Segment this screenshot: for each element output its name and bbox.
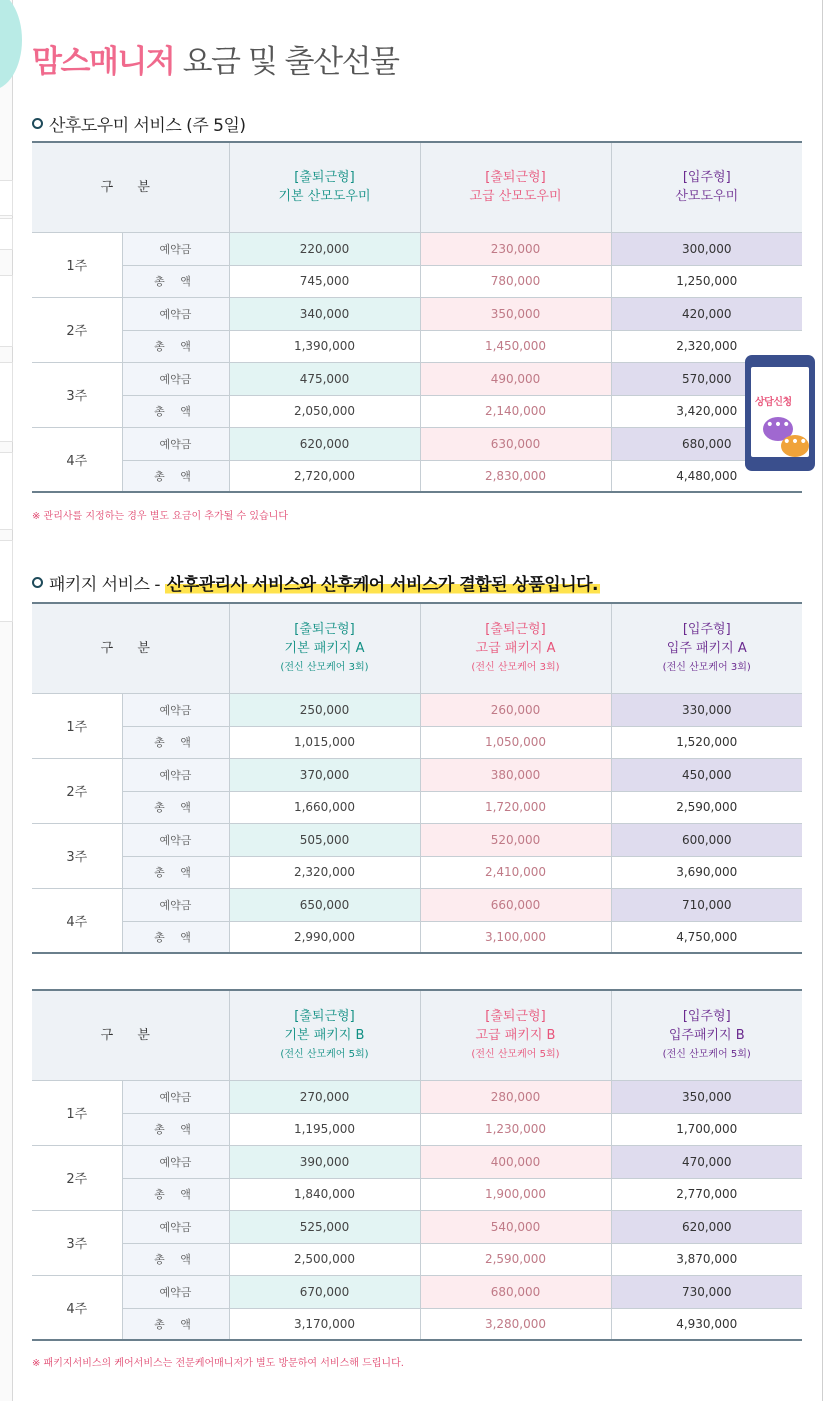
- header-type: [입주형]: [682, 621, 731, 637]
- price-cell: 450,000: [611, 758, 802, 791]
- header-category: 구 분: [32, 990, 229, 1080]
- price-cell: 260,000: [420, 693, 611, 726]
- tablet-screen: [751, 367, 809, 457]
- header-category: 구 분: [32, 603, 229, 693]
- header-name: 고급 패키지 B: [475, 1027, 556, 1043]
- header-name: 산모도우미: [675, 189, 739, 205]
- header-sub: (전신 산모케어 5회): [471, 1048, 560, 1060]
- price-cell: 3,280,000: [420, 1308, 611, 1340]
- column-header: [611, 142, 802, 232]
- price-cell: 1,195,000: [229, 1113, 420, 1145]
- column-header: [229, 603, 420, 693]
- table-row-deposit: [32, 362, 802, 395]
- column-header: [420, 990, 611, 1080]
- price-cell: 250,000: [229, 693, 420, 726]
- note-helper-designation: ※ 관리사를 지정하는 경우 별도 요금이 추가될 수 있습니다: [32, 511, 288, 522]
- row-kind-total: 총 액: [122, 921, 229, 953]
- row-kind-total: 총 액: [122, 330, 229, 362]
- price-cell: 620,000: [611, 1210, 802, 1243]
- price-cell: 3,170,000: [229, 1308, 420, 1340]
- price-cell: 280,000: [420, 1080, 611, 1113]
- sidebar-tab[interactable]: [0, 275, 13, 347]
- chat-bubble-icon: •••: [781, 435, 809, 457]
- price-cell: 2,410,000: [420, 856, 611, 888]
- price-cell: 1,660,000: [229, 791, 420, 823]
- table-row-total: [32, 330, 802, 362]
- header-type: [출퇴근형]: [294, 170, 355, 186]
- price-cell: 270,000: [229, 1080, 420, 1113]
- price-cell: 1,700,000: [611, 1113, 802, 1145]
- tablet-top-bar: [751, 361, 797, 364]
- price-cell: 2,320,000: [229, 856, 420, 888]
- table-row-total: [32, 856, 802, 888]
- price-cell: 470,000: [611, 1145, 802, 1178]
- week-label: 2주: [32, 297, 122, 362]
- week-label: 1주: [32, 1080, 122, 1145]
- sidebar-tab[interactable]: [0, 180, 13, 216]
- page-title: [32, 36, 398, 81]
- row-kind-deposit: 예약금: [122, 693, 229, 726]
- price-cell: 3,100,000: [420, 921, 611, 953]
- row-kind-total: 총 액: [122, 791, 229, 823]
- header-category: 구 분: [32, 142, 229, 232]
- row-kind-total: 총 액: [122, 1243, 229, 1275]
- sidebar-tab[interactable]: [0, 452, 13, 530]
- price-cell: 3,690,000: [611, 856, 802, 888]
- bullet-circle-icon: [32, 118, 43, 129]
- price-cell: 4,480,000: [611, 460, 802, 492]
- table-row-deposit: [32, 427, 802, 460]
- page-title-rest: 요금 및 출산선물: [182, 44, 399, 80]
- price-cell: 230,000: [420, 232, 611, 265]
- package-highlight-text: 산후관리사 서비스와 산후케어 서비스가 결합된 상품입니다.: [166, 575, 598, 595]
- price-cell: 1,840,000: [229, 1178, 420, 1210]
- table-row-deposit: [32, 823, 802, 856]
- price-cell: 540,000: [420, 1210, 611, 1243]
- week-label: 3주: [32, 362, 122, 427]
- price-cell: 3,420,000: [611, 395, 802, 427]
- row-kind-total: 총 액: [122, 1308, 229, 1340]
- header-type: [출퇴근형]: [294, 1008, 355, 1024]
- column-header: [420, 603, 611, 693]
- row-kind-deposit: 예약금: [122, 1080, 229, 1113]
- table-row-total: [32, 395, 802, 427]
- header-name: 기본 산모도우미: [278, 189, 371, 205]
- table-row-total: [32, 726, 802, 758]
- price-cell: 350,000: [611, 1080, 802, 1113]
- price-cell: 340,000: [229, 297, 420, 330]
- price-table-package-a: [32, 602, 802, 954]
- price-cell: 4,750,000: [611, 921, 802, 953]
- week-label: 1주: [32, 693, 122, 758]
- header-name: 기본 패키지 A: [284, 640, 365, 656]
- row-kind-total: 총 액: [122, 726, 229, 758]
- price-cell: 2,720,000: [229, 460, 420, 492]
- table-row-deposit: [32, 297, 802, 330]
- price-cell: 2,830,000: [420, 460, 611, 492]
- table-row-total: [32, 1308, 802, 1340]
- week-label: 4주: [32, 888, 122, 953]
- header-name: 기본 패키지 B: [284, 1027, 365, 1043]
- header-sub: (전신 산모케어 3회): [662, 661, 751, 673]
- price-cell: 400,000: [420, 1145, 611, 1178]
- column-header: [420, 142, 611, 232]
- price-cell: 1,390,000: [229, 330, 420, 362]
- price-cell: 1,250,000: [611, 265, 802, 297]
- header-sub: (전신 산모케어 3회): [280, 661, 369, 673]
- week-label: 4주: [32, 427, 122, 492]
- header-type: [출퇴근형]: [485, 170, 546, 186]
- price-cell: 520,000: [420, 823, 611, 856]
- row-kind-deposit: 예약금: [122, 1275, 229, 1308]
- table-row-deposit: [32, 1145, 802, 1178]
- price-cell: 1,720,000: [420, 791, 611, 823]
- header-name: 고급 패키지 A: [475, 640, 556, 656]
- row-kind-deposit: 예약금: [122, 1145, 229, 1178]
- header-type: [출퇴근형]: [485, 1008, 546, 1024]
- table-row-deposit: [32, 1275, 802, 1308]
- price-cell: 490,000: [420, 362, 611, 395]
- row-kind-total: 총 액: [122, 1113, 229, 1145]
- header-sub: (전신 산모케어 5회): [662, 1048, 751, 1060]
- row-kind-deposit: 예약금: [122, 888, 229, 921]
- table-row-deposit: [32, 1080, 802, 1113]
- price-cell: 1,230,000: [420, 1113, 611, 1145]
- row-kind-deposit: 예약금: [122, 823, 229, 856]
- row-kind-deposit: 예약금: [122, 297, 229, 330]
- table-row-total: [32, 1113, 802, 1145]
- week-label: 1주: [32, 232, 122, 297]
- consult-label: 상담신청: [755, 397, 792, 408]
- header-type: [입주형]: [682, 170, 731, 186]
- section-heading-package: 패키지 서비스 - 산후관리사 서비스와 산후케어 서비스가 결합된 상품입니다.: [32, 570, 600, 595]
- table-row-total: [32, 265, 802, 297]
- table-row-total: [32, 1178, 802, 1210]
- consult-request-button[interactable]: [745, 355, 815, 471]
- row-kind-total: 총 액: [122, 395, 229, 427]
- row-kind-total: 총 액: [122, 856, 229, 888]
- row-kind-total: 총 액: [122, 265, 229, 297]
- sidebar-tab[interactable]: [0, 362, 13, 442]
- price-cell: 1,520,000: [611, 726, 802, 758]
- price-table-package-b: [32, 989, 802, 1341]
- price-cell: 670,000: [229, 1275, 420, 1308]
- header-sub: (전신 산모케어 5회): [280, 1048, 369, 1060]
- row-kind-deposit: 예약금: [122, 362, 229, 395]
- price-cell: 1,015,000: [229, 726, 420, 758]
- column-header: [229, 990, 420, 1080]
- header-name: 입주패키지 B: [668, 1027, 745, 1043]
- row-kind-deposit: 예약금: [122, 427, 229, 460]
- column-header: [611, 990, 802, 1080]
- price-cell: 3,870,000: [611, 1243, 802, 1275]
- table-row-deposit: [32, 1210, 802, 1243]
- row-kind-deposit: 예약금: [122, 758, 229, 791]
- price-cell: 525,000: [229, 1210, 420, 1243]
- price-cell: 220,000: [229, 232, 420, 265]
- week-label: 3주: [32, 823, 122, 888]
- price-cell: 570,000: [611, 362, 802, 395]
- row-kind-deposit: 예약금: [122, 1210, 229, 1243]
- price-cell: 505,000: [229, 823, 420, 856]
- price-cell: 4,930,000: [611, 1308, 802, 1340]
- price-cell: 680,000: [611, 427, 802, 460]
- left-sidebar-rail: [0, 0, 13, 1401]
- header-type: [출퇴근형]: [485, 621, 546, 637]
- week-label: 2주: [32, 1145, 122, 1210]
- price-cell: 350,000: [420, 297, 611, 330]
- price-cell: 1,450,000: [420, 330, 611, 362]
- decorative-blob: [0, 0, 22, 90]
- price-cell: 2,320,000: [611, 330, 802, 362]
- bullet-circle-icon: [32, 577, 43, 588]
- header-type: [출퇴근형]: [294, 621, 355, 637]
- week-label: 3주: [32, 1210, 122, 1275]
- price-cell: 390,000: [229, 1145, 420, 1178]
- table-row-deposit: [32, 693, 802, 726]
- price-cell: 600,000: [611, 823, 802, 856]
- note-package-care: ※ 패키지서비스의 케어서비스는 전문케어매니저가 별도 방문하여 서비스해 드립니다.: [32, 1358, 404, 1369]
- price-cell: 680,000: [420, 1275, 611, 1308]
- price-cell: 630,000: [420, 427, 611, 460]
- header-sub: (전신 산모케어 3회): [471, 661, 560, 673]
- price-cell: 745,000: [229, 265, 420, 297]
- table-row-total: [32, 460, 802, 492]
- table-row-deposit: [32, 232, 802, 265]
- price-cell: 2,590,000: [420, 1243, 611, 1275]
- price-cell: 370,000: [229, 758, 420, 791]
- header-name: 입주 패키지 A: [666, 640, 747, 656]
- row-kind-total: 총 액: [122, 1178, 229, 1210]
- price-cell: 2,500,000: [229, 1243, 420, 1275]
- chat-bubble-icon: •••: [763, 417, 793, 441]
- column-header: [229, 142, 420, 232]
- price-cell: 2,990,000: [229, 921, 420, 953]
- price-cell: 620,000: [229, 427, 420, 460]
- price-cell: 2,050,000: [229, 395, 420, 427]
- price-cell: 2,770,000: [611, 1178, 802, 1210]
- sidebar-tab[interactable]: [0, 218, 13, 250]
- sidebar-tab[interactable]: [0, 540, 13, 622]
- header-type: [입주형]: [682, 1008, 731, 1024]
- table-row-total: [32, 791, 802, 823]
- header-name: 고급 산모도우미: [469, 189, 562, 205]
- price-cell: 475,000: [229, 362, 420, 395]
- table-row-deposit: [32, 888, 802, 921]
- price-cell: 1,050,000: [420, 726, 611, 758]
- row-kind-deposit: 예약금: [122, 232, 229, 265]
- price-cell: 380,000: [420, 758, 611, 791]
- price-cell: 330,000: [611, 693, 802, 726]
- column-header: [611, 603, 802, 693]
- price-cell: 420,000: [611, 297, 802, 330]
- section-heading-postnatal-helper: 산후도우미 서비스 (주 5일): [32, 111, 246, 136]
- price-cell: 780,000: [420, 265, 611, 297]
- table-row-deposit: [32, 758, 802, 791]
- table-row-total: [32, 1243, 802, 1275]
- price-table-postnatal-helper: [32, 141, 802, 493]
- price-cell: 710,000: [611, 888, 802, 921]
- price-cell: 2,140,000: [420, 395, 611, 427]
- price-cell: 730,000: [611, 1275, 802, 1308]
- week-label: 2주: [32, 758, 122, 823]
- price-cell: 2,590,000: [611, 791, 802, 823]
- price-cell: 650,000: [229, 888, 420, 921]
- price-cell: 300,000: [611, 232, 802, 265]
- price-cell: 1,900,000: [420, 1178, 611, 1210]
- brand-name: 맘스매니저: [32, 44, 175, 80]
- row-kind-total: 총 액: [122, 460, 229, 492]
- week-label: 4주: [32, 1275, 122, 1340]
- price-cell: 660,000: [420, 888, 611, 921]
- table-row-total: [32, 921, 802, 953]
